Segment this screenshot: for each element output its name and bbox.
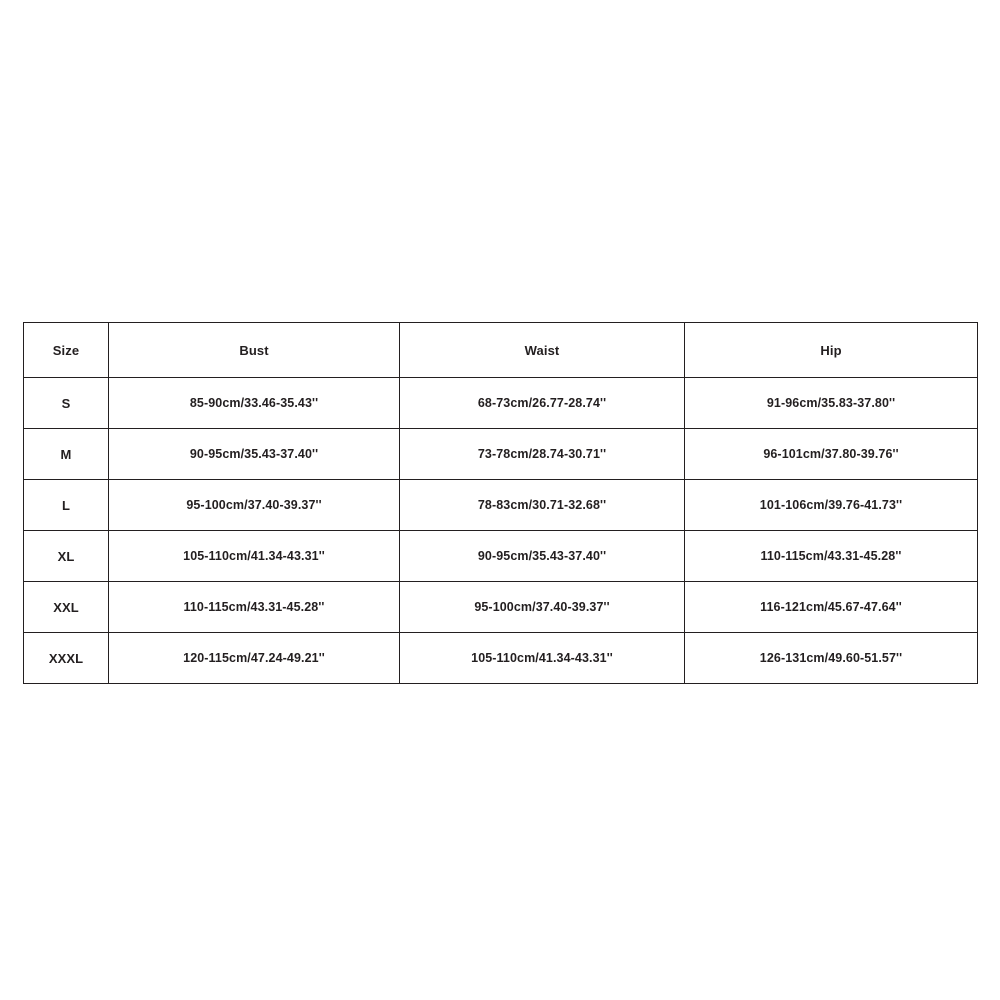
cell-size: L bbox=[24, 480, 109, 531]
cell-bust: 95-100cm/37.40-39.37'' bbox=[109, 480, 400, 531]
cell-waist: 95-100cm/37.40-39.37'' bbox=[400, 582, 685, 633]
cell-waist: 105-110cm/41.34-43.31'' bbox=[400, 633, 685, 684]
cell-hip: 101-106cm/39.76-41.73'' bbox=[685, 480, 978, 531]
cell-waist: 73-78cm/28.74-30.71'' bbox=[400, 429, 685, 480]
cell-waist: 78-83cm/30.71-32.68'' bbox=[400, 480, 685, 531]
cell-bust: 90-95cm/35.43-37.40'' bbox=[109, 429, 400, 480]
cell-hip: 116-121cm/45.67-47.64'' bbox=[685, 582, 978, 633]
table-row bbox=[24, 378, 978, 429]
cell-hip: 91-96cm/35.83-37.80'' bbox=[685, 378, 978, 429]
cell-bust: 105-110cm/41.34-43.31'' bbox=[109, 531, 400, 582]
cell-size: S bbox=[24, 378, 109, 429]
cell-waist: 90-95cm/35.43-37.40'' bbox=[400, 531, 685, 582]
cell-size: XXL bbox=[24, 582, 109, 633]
cell-waist: 68-73cm/26.77-28.74'' bbox=[400, 378, 685, 429]
cell-bust: 120-115cm/47.24-49.21'' bbox=[109, 633, 400, 684]
cell-size: XL bbox=[24, 531, 109, 582]
table-body bbox=[24, 378, 978, 684]
size-chart-container bbox=[23, 322, 977, 684]
cell-size: M bbox=[24, 429, 109, 480]
cell-hip: 96-101cm/37.80-39.76'' bbox=[685, 429, 978, 480]
cell-hip: 110-115cm/43.31-45.28'' bbox=[685, 531, 978, 582]
table-header-row bbox=[24, 323, 978, 378]
table-row bbox=[24, 531, 978, 582]
cell-hip: 126-131cm/49.60-51.57'' bbox=[685, 633, 978, 684]
table-header bbox=[24, 323, 978, 378]
table-row bbox=[24, 582, 978, 633]
table-row bbox=[24, 429, 978, 480]
table-row bbox=[24, 633, 978, 684]
cell-size: XXXL bbox=[24, 633, 109, 684]
cell-bust: 85-90cm/33.46-35.43'' bbox=[109, 378, 400, 429]
table-row bbox=[24, 480, 978, 531]
column-header-waist: Waist bbox=[400, 323, 685, 378]
column-header-bust: Bust bbox=[109, 323, 400, 378]
column-header-size: Size bbox=[24, 323, 109, 378]
cell-bust: 110-115cm/43.31-45.28'' bbox=[109, 582, 400, 633]
column-header-hip: Hip bbox=[685, 323, 978, 378]
size-chart-table bbox=[23, 322, 978, 684]
